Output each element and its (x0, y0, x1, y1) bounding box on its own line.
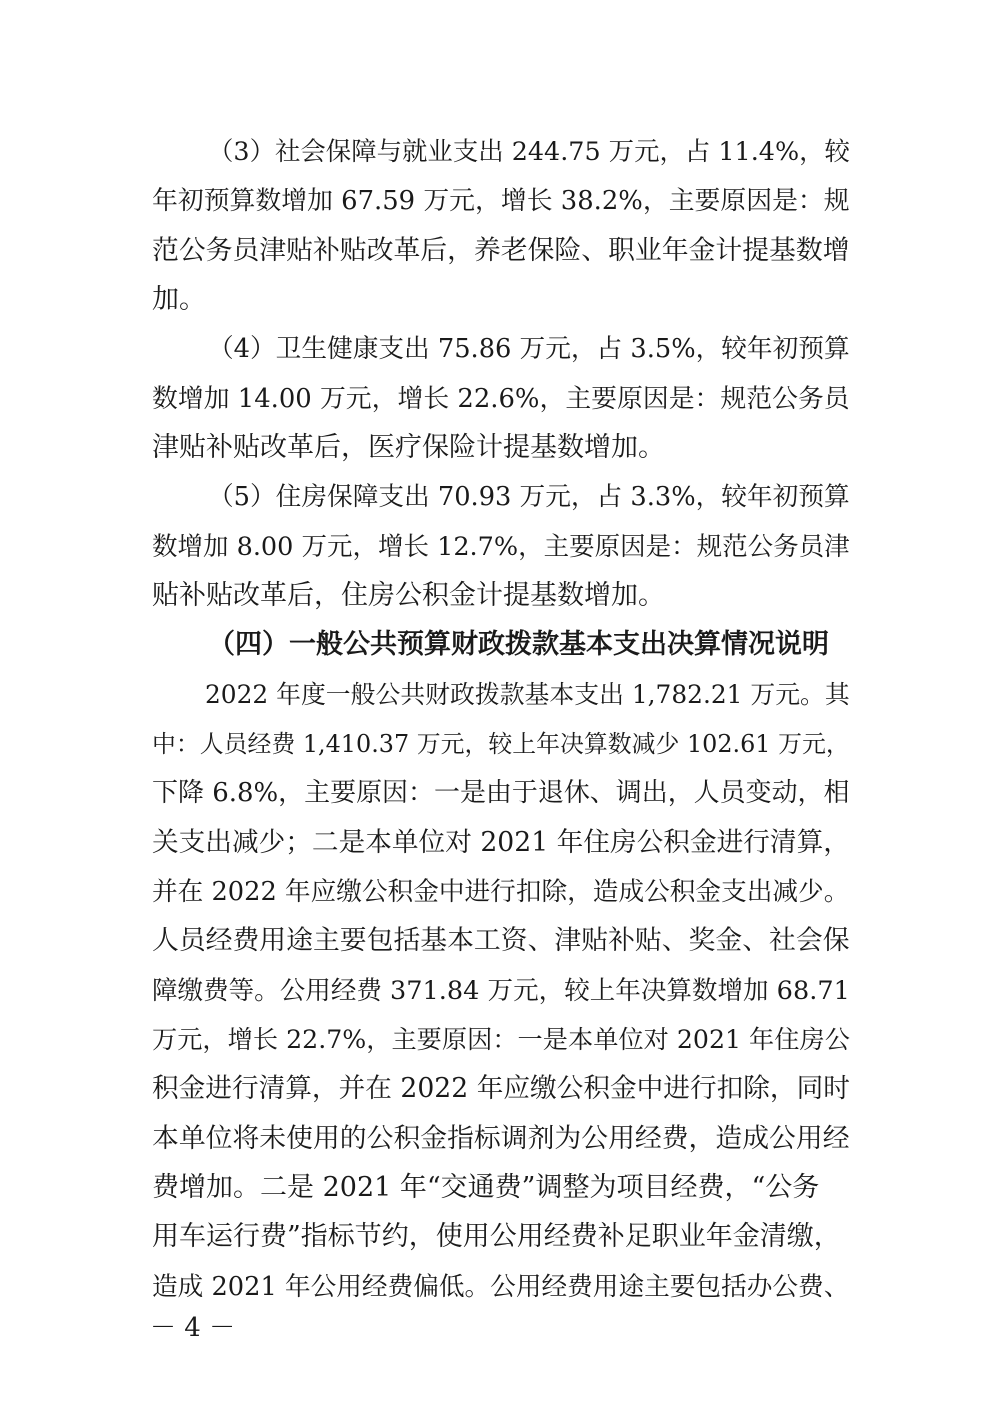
page-number: － 4 － (150, 1313, 236, 1343)
document-page: （3）社会保障与就业支出 244.75 万元，占 11.4%，较 年初预算数增加 67.59 万元，增长 38.2%，主要原因是：规 范公务员津贴补贴改革后，养老保险、职业年金计提基数增 加。 （4）卫生健康支出 75.86 万元，占 3.5%，较年初预算 数增加 14.00 万元，增长 22.6%，主要原因是：规范公务员 津贴补贴改革后，医疗保险计提基数增加。 （5）住房保障支出 70.93 万元，占 3.3%，较年初预算 数增加 8.00 万元，增长 12.7%，主要原因是：规范公务员津 贴补贴改革后，住房公积金计提基数增加。 （四）一般公共预算财政拨款基本支出决算情况说明 2022 年度一般公共财政拨款基本支出 1,782.21 万元。其 中：人员经费 1,410.37 万元，较上年决算数减少 102.61 万元， 下降 6.8%，主要原因：一是由于退休、调出，人员变动，相 关支出减少；二是本单位对 2021 年住房公积金进行清算， 并在 2022 年应缴公积金中进行扣除，造成公积金支出减少。 人员经费用途主要包括基本工资、津贴补贴、奖金、社会保 障缴费等。公用经费 371.84 万元，较上年决算数增加 68.71 万元，增长 22.7%，主要原因：一是本单位对 2021 年住房公 积金进行清算，并在 2022 年应缴公积金中进行扣除，同时 本单位将未使用的公积金指标调剂为公用经费，造成公用经 费增加。二是 2021 年“交通费”调整为项目经费，“公务 用车运行费”指标节约，使用公用经费补足职业年金清缴， 造成 2021 年公用经费偏低。公用经费用途主要包括办公费、 － 4 － (0, 0, 1000, 1414)
